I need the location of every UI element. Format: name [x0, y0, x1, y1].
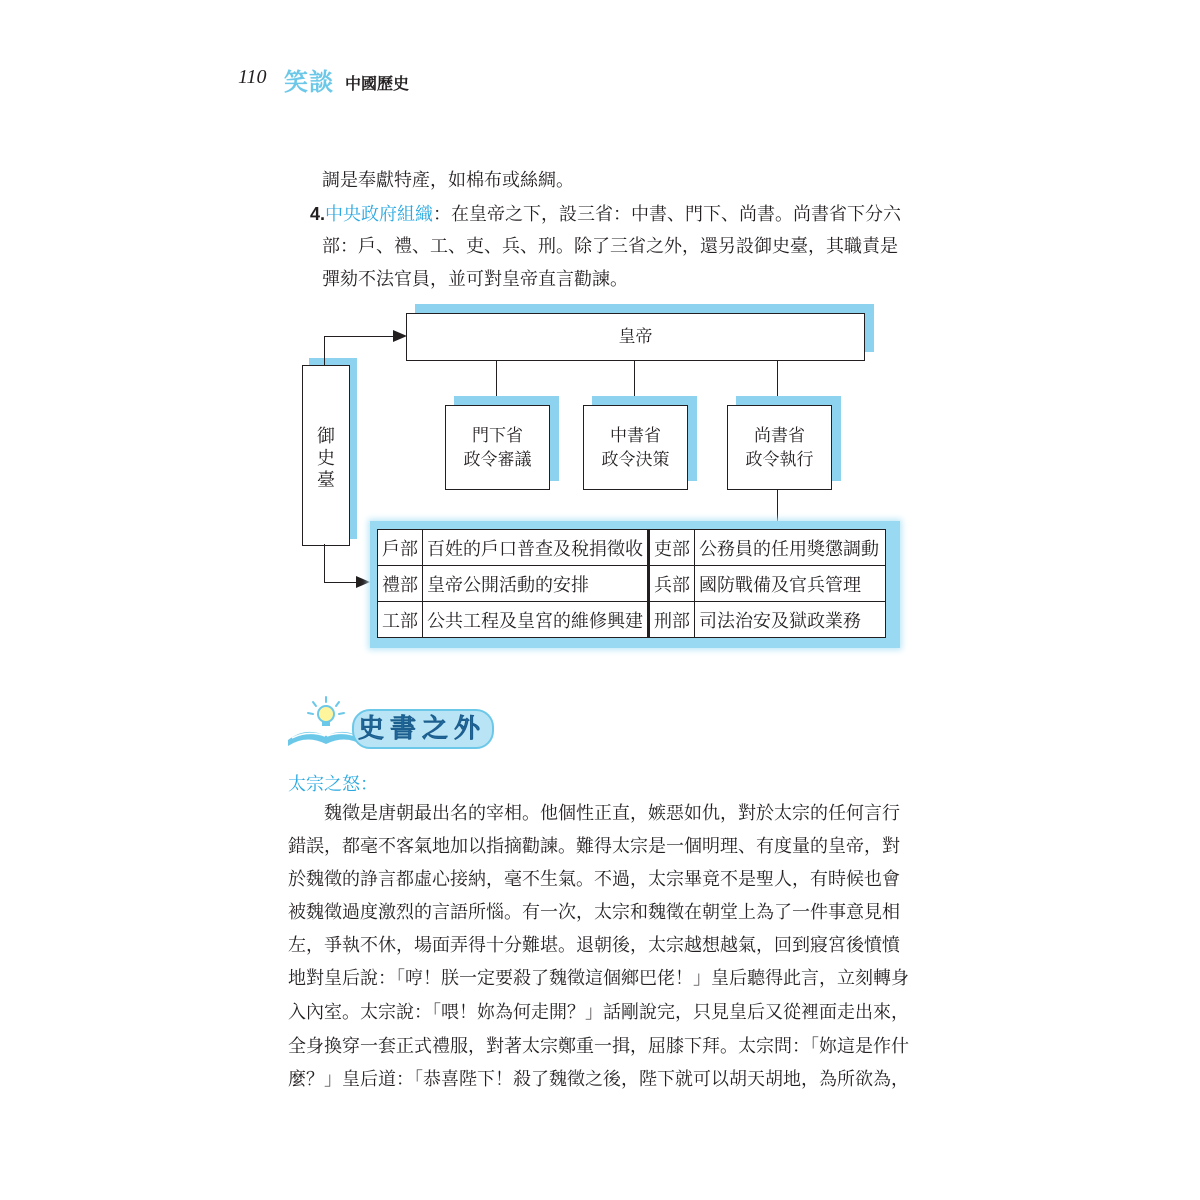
item-4-line: 彈劾不法官員，並可對皇帝直言勸諫。	[322, 269, 628, 290]
dept-duty: 皇帝公開活動的安排	[423, 566, 649, 602]
ministry-role: 政令決策	[601, 450, 670, 470]
table-row	[378, 530, 886, 566]
item-title: 中央政府組織	[325, 204, 434, 225]
story-line: 地對皇后說：「哼！朕一定要殺了魏徵這個鄉巴佬！」皇后聽得此言，立刻轉身	[288, 968, 909, 989]
connector-line	[324, 582, 358, 583]
connector-line	[324, 336, 325, 365]
story-line: 麼？」皇后道：「恭喜陛下！殺了魏徵之後，陛下就可以胡天胡地，為所欲為，	[288, 1069, 909, 1090]
ministry-box-menxia	[445, 405, 550, 490]
arrow-icon	[393, 330, 407, 342]
censorate-char: 御	[317, 426, 335, 447]
story-line: 魏徵是唐朝最出名的宰相。他個性正直，嫉惡如仇，對於太宗的任何言行	[288, 803, 900, 824]
connector-line	[634, 360, 635, 405]
item-4-first-line	[310, 204, 901, 225]
story-line: 入內室。太宗說：「喂！妳為何走開？」話剛說完，只見皇后又從裡面走出來，	[288, 1002, 909, 1023]
dept-duty: 百姓的戶口普查及稅捐徵收	[423, 530, 649, 566]
dept-name: 刑部	[649, 602, 695, 638]
censorate-char: 史	[317, 448, 335, 469]
departments-table	[377, 529, 886, 638]
story-line: 錯誤，都毫不客氣地加以指摘勸諫。難得太宗是一個明理、有度量的皇帝，對	[288, 836, 900, 857]
story-title: 太宗之怒：	[288, 774, 378, 795]
table-row	[378, 566, 886, 602]
section-heading: 史書之外	[358, 714, 487, 744]
censorate-char: 臺	[317, 470, 335, 491]
item-number: 4.	[310, 204, 326, 224]
book-title-sub: 中國歷史	[345, 74, 410, 93]
connector-line	[324, 544, 325, 583]
arrow-icon	[356, 576, 370, 588]
story-line: 被魏徵過度激烈的言語所惱。有一次，太宗和魏徵在朝堂上為了一件事意見相	[288, 902, 900, 923]
page-number: 110	[238, 66, 267, 88]
dept-duty: 國防戰備及官兵管理	[695, 566, 886, 602]
emperor-box	[406, 313, 865, 361]
ministry-name: 門下省	[472, 426, 523, 446]
book-title-main: 笑談	[284, 68, 334, 96]
dept-name: 吏部	[649, 530, 695, 566]
censorate-box	[302, 365, 350, 546]
item-text: ：在皇帝之下，設三省：中書、門下、尚書。尚書省下分六	[433, 204, 902, 225]
departments-panel	[370, 521, 900, 648]
dept-name: 兵部	[649, 566, 695, 602]
text-line: 調是奉獻特產，如棉布或絲綢。	[322, 170, 574, 191]
dept-duty: 公共工程及皇宮的維修興建	[423, 602, 649, 638]
ministry-role: 政令審議	[463, 450, 532, 470]
connector-line	[324, 336, 394, 337]
ministry-box-zhongshu	[583, 405, 688, 490]
dept-name: 工部	[378, 602, 423, 638]
item-4-line: 部：戶、禮、工、吏、兵、刑。除了三省之外，還另設御史臺，其職責是	[322, 236, 898, 257]
connector-line	[496, 360, 497, 405]
connector-line	[777, 360, 778, 405]
ministry-role: 政令執行	[745, 450, 814, 470]
ministry-box-shangshu	[727, 405, 832, 490]
ministry-name: 中書省	[610, 426, 661, 446]
emperor-label: 皇帝	[618, 327, 653, 347]
ministry-name: 尚書省	[754, 426, 805, 446]
story-line: 全身換穿一套正式禮服，對著太宗鄭重一揖，屈膝下拜。太宗問：「妳這是作什	[288, 1036, 909, 1057]
table-row	[378, 602, 886, 638]
dept-name: 戶部	[378, 530, 423, 566]
story-line: 左，爭執不休，場面弄得十分難堪。退朝後，太宗越想越氣，回到寢宮後憤憤	[288, 935, 900, 956]
dept-name: 禮部	[378, 566, 423, 602]
dept-duty: 司法治安及獄政業務	[695, 602, 886, 638]
story-line: 於魏徵的諍言都虛心接納，毫不生氣。不過，太宗畢竟不是聖人，有時候也會	[288, 869, 900, 890]
dept-duty: 公務員的任用獎懲調動	[695, 530, 886, 566]
